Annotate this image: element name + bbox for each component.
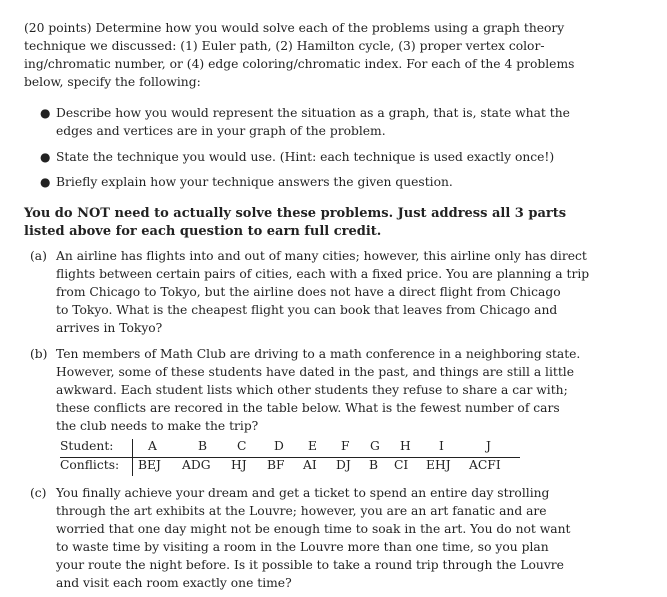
student-cell: H bbox=[400, 439, 411, 453]
intro-line: ing/chromatic number, or (4) edge coloring/chromatic index. For each of the 4 problems bbox=[24, 57, 575, 71]
conflict-cell: ACFI bbox=[469, 458, 501, 472]
bullet-icon: ● bbox=[40, 150, 51, 164]
student-cell: E bbox=[308, 439, 317, 453]
problem-line: awkward. Each student lists which other students they refuse to share a car with; bbox=[56, 383, 568, 397]
student-cell: B bbox=[198, 439, 208, 453]
problem-line: your route the night before. Is it possible to take a round trip through the Louvre bbox=[56, 558, 564, 572]
problem-label: (b) bbox=[30, 347, 48, 361]
conflict-cell: B bbox=[369, 458, 379, 472]
conflicts-header: Conflicts: bbox=[60, 458, 120, 472]
bullet-line: edges and vertices are in your graph of the problem. bbox=[56, 124, 386, 138]
conflict-cell: AI bbox=[303, 458, 317, 472]
table-divider bbox=[60, 457, 520, 458]
table-divider bbox=[132, 439, 133, 476]
conflict-cell: HJ bbox=[231, 458, 247, 472]
problem-line: An airline has flights into and out of many cities; however, this airline only has direct bbox=[56, 249, 587, 263]
student-header: Student: bbox=[60, 439, 114, 453]
problem-line: from Chicago to Tokyo, but the airline does not have a direct flight from Chicago bbox=[56, 285, 561, 299]
student-cell: C bbox=[237, 439, 247, 453]
intro-line: technique we discussed: (1) Euler path, (2) Hamilton cycle, (3) proper vertex color- bbox=[24, 39, 545, 53]
conflict-cell: BEJ bbox=[138, 458, 161, 472]
student-cell: A bbox=[148, 439, 157, 453]
problem-line: flights between certain pairs of cities, each with a fixed price. You are planning a trip bbox=[56, 267, 590, 281]
conflict-cell: DJ bbox=[336, 458, 351, 472]
bullet-line: State the technique you would use. (Hint: each technique is used exactly once!) bbox=[56, 150, 555, 164]
student-cell: I bbox=[439, 439, 444, 453]
intro-line: (20 points) Determine how you would solve each of the problems using a graph theory bbox=[24, 21, 565, 35]
notice-line: You do NOT need to actually solve these problems. Just address all 3 parts bbox=[24, 206, 567, 221]
student-cell: F bbox=[341, 439, 350, 453]
problem-line: worried that one day might not be enough time to soak in the art. You do not want bbox=[56, 522, 571, 536]
student-cell: J bbox=[486, 439, 491, 453]
bullet-line: Briefly explain how your technique answers the given question. bbox=[56, 175, 453, 189]
conflict-cell: BF bbox=[267, 458, 285, 472]
conflict-cell: ADG bbox=[182, 458, 211, 472]
problem-line: to Tokyo. What is the cheapest flight you can book that leaves from Chicago and bbox=[56, 303, 558, 317]
problem-label: (a) bbox=[30, 249, 47, 263]
bullet-line: Describe how you would represent the situation as a graph, that is, state what the bbox=[56, 106, 570, 120]
problem-line: arrives in Tokyo? bbox=[56, 321, 163, 335]
problem-line: and visit each room exactly one time? bbox=[56, 576, 292, 590]
problem-line: the club needs to make the trip? bbox=[56, 419, 259, 433]
problem-line: You finally achieve your dream and get a ticket to spend an entire day strolling bbox=[56, 486, 550, 500]
student-cell: D bbox=[274, 439, 284, 453]
conflict-cell: CI bbox=[394, 458, 409, 472]
problem-line: However, some of these students have dated in the past, and things are still a little bbox=[56, 365, 575, 379]
bullet-icon: ● bbox=[40, 175, 51, 189]
student-cell: G bbox=[370, 439, 380, 453]
problem-label: (c) bbox=[30, 486, 47, 500]
problem-line: these conflicts are recored in the table below. What is the fewest number of cars bbox=[56, 401, 560, 415]
problem-line: to waste time by visiting a room in the Louvre more than one time, so you plan bbox=[56, 540, 549, 554]
conflict-cell: EHJ bbox=[426, 458, 451, 472]
problem-line: through the art exhibits at the Louvre; however, you are an art fanatic and are bbox=[56, 504, 547, 518]
notice-line: listed above for each question to earn full credit. bbox=[24, 224, 382, 239]
intro-line: below, specify the following: bbox=[24, 75, 201, 89]
problem-line: Ten members of Math Club are driving to a math conference in a neighboring state. bbox=[56, 347, 581, 361]
bullet-icon: ● bbox=[40, 106, 51, 120]
